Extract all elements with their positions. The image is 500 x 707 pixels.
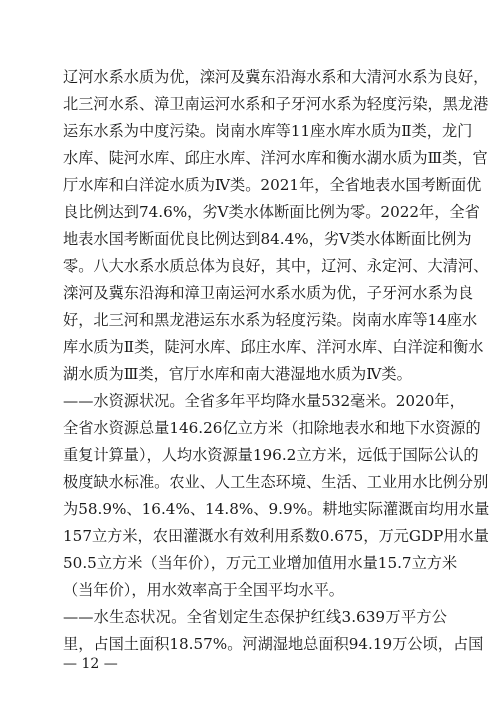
text-line: 辽河水系水质为优，滦河及冀东沿海水系和大清河水系为良好， — [63, 68, 489, 86]
text-line: 运东水系为中度污染。岗南水库等11座水库水质为Ⅱ类，龙门 — [63, 122, 473, 140]
text-line: 为58.9%、16.4%、14.8%、9.9%。耕地实际灌溉亩均用水量 — [63, 500, 490, 518]
text-line: 重复计算量），人均水资源量196.2立方米，远低于国际公认的 — [63, 446, 479, 464]
text-line: 北三河水系、漳卫南运河水系和子牙河水系为轻度污染，黑龙港 — [63, 95, 489, 113]
text-line: ——水生态状况。全省划定生态保护红线3.639万平方公 — [63, 608, 447, 626]
text-line: 零。八大水系水质总体为良好，其中，辽河、永定河、大清河、 — [63, 257, 489, 275]
text-line: 湖水质为Ⅲ类，官厅水库和南大港湿地水质为Ⅳ类。 — [63, 365, 412, 383]
text-line: 里，占国土面积18.57%。河湖湿地总面积94.19万公顷，占国 — [63, 635, 484, 653]
text-line: 滦河及冀东沿海和漳卫南运河水系水质为优，子牙河水系为良 — [63, 284, 474, 302]
page-number: — 12 — — [63, 656, 118, 672]
text-line: 良比例达到74.6%，劣Ⅴ类水体断面比例为零。2022年，全省 — [63, 203, 480, 221]
text-line: 157立方米，农田灌溉水有效利用系数0.675，万元GDP用水量 — [63, 527, 489, 545]
text-line: （当年价），用水效率高于全国平均水平。 — [63, 581, 344, 599]
body-text — [63, 64, 490, 658]
text-line: 厅水库和白洋淀水质为Ⅳ类。2021年，全省地表水国考断面优 — [63, 176, 482, 194]
text-line: ——水资源状况。全省多年平均降水量532毫米。2020年， — [63, 392, 465, 410]
text-line: 全省水资源总量146.26亿立方米（扣除地表水和地下水资源的 — [63, 419, 481, 437]
text-line: 极度缺水标准。农业、人工生态环境、生活、工业用水比例分别 — [63, 473, 489, 491]
text-line: 地表水国考断面优良比例达到84.4%，劣Ⅴ类水体断面比例为 — [63, 230, 472, 248]
text-line: 水库、陡河水库、邱庄水库、洋河水库和衡水湖水质为Ⅲ类，官 — [63, 149, 488, 167]
text-line: 库水质为Ⅱ类，陡河水库、邱庄水库、洋河水库、白洋淀和衡水 — [63, 338, 484, 356]
text-line: 好，北三河和黑龙港运东水系为轻度污染。岗南水库等14座水 — [63, 311, 478, 329]
text-line: 50.5立方米（当年价），万元工业增加值用水量15.7立方米 — [63, 554, 458, 572]
